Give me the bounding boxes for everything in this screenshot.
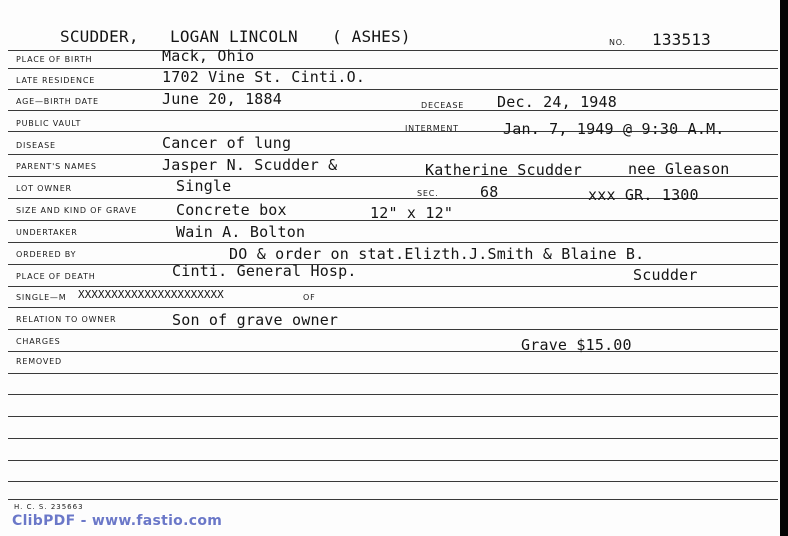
watermark-text: ClibPDF - www.fastio.com bbox=[12, 513, 223, 529]
value-decease-date: Dec. 24, 1948 bbox=[497, 93, 617, 111]
value-charges: Grave $15.00 bbox=[521, 336, 632, 354]
label-undertaker: UNDERTAKER bbox=[16, 228, 78, 237]
value-place-of-death: Cinti. General Hosp. bbox=[172, 262, 357, 280]
rule-row-1 bbox=[8, 50, 778, 51]
value-parent-father: Jasper N. Scudder & bbox=[162, 156, 338, 174]
label-place-of-birth: PLACE OF BIRTH bbox=[16, 55, 93, 64]
rule-row-2 bbox=[8, 68, 778, 69]
rule-row-13 bbox=[8, 307, 778, 308]
label-size-kind-grave: SIZE AND KIND OF GRAVE bbox=[16, 206, 137, 215]
value-disease: Cancer of lung bbox=[162, 134, 292, 152]
rule-row-10 bbox=[8, 242, 778, 243]
rule-row-11 bbox=[8, 264, 778, 265]
rule-row-4 bbox=[8, 110, 778, 111]
label-single-suffix: OF bbox=[303, 293, 316, 302]
value-lot-owner: Single bbox=[176, 177, 232, 195]
label-relation-to-owner: RELATION TO OWNER bbox=[16, 315, 117, 324]
rule-row-6 bbox=[8, 154, 778, 155]
value-late-residence: 1702 Vine St. Cinti.O. bbox=[162, 68, 366, 86]
rule-row-12 bbox=[8, 286, 778, 287]
label-public-vault: PUBLIC VAULT bbox=[16, 119, 82, 128]
given-names: LOGAN LINCOLN bbox=[170, 27, 298, 46]
label-place-of-death: PLACE OF DEATH bbox=[16, 272, 96, 281]
scan-edge bbox=[780, 0, 788, 536]
label-age-birth-date: AGE—BIRTH DATE bbox=[16, 97, 99, 106]
value-undertaker: Wain A. Bolton bbox=[176, 223, 306, 241]
label-parents-names: PARENT'S NAMES bbox=[16, 162, 97, 171]
surname: SCUDDER, bbox=[60, 27, 139, 46]
value-place-of-birth: Mack, Ohio bbox=[162, 47, 255, 65]
value-grave-size: 12" x 12" bbox=[370, 204, 454, 222]
rule-row-14 bbox=[8, 329, 778, 330]
rule-row-20 bbox=[8, 460, 778, 461]
value-parent-mother: Katherine Scudder bbox=[425, 161, 582, 179]
label-charges: CHARGES bbox=[16, 337, 61, 346]
label-decease: DECEASE bbox=[421, 101, 465, 110]
label-ordered-by: ORDERED BY bbox=[16, 250, 77, 259]
value-parent-mother-nee: nee Gleason bbox=[628, 160, 730, 178]
label-interment: INTERMENT bbox=[405, 124, 459, 133]
value-grave-number: xxx GR. 1300 bbox=[588, 186, 699, 204]
rule-row-19 bbox=[8, 438, 778, 439]
label-sec: SEC. bbox=[417, 189, 439, 198]
label-single-prefix: SINGLE—M bbox=[16, 293, 67, 302]
label-lot-owner: LOT OWNER bbox=[16, 184, 72, 193]
value-ordered-by-line1: DO & order on stat.Elizth.J.Smith & Blaine B. bbox=[229, 245, 645, 263]
value-birth-date: June 20, 1884 bbox=[162, 90, 282, 108]
value-relation-to-owner: Son of grave owner bbox=[172, 311, 339, 329]
label-disease: DISEASE bbox=[16, 141, 56, 150]
name-note: ( ASHES) bbox=[332, 27, 411, 46]
rule-row-16 bbox=[8, 373, 778, 374]
value-interment: Jan. 7, 1949 @ 9:30 A.M. bbox=[503, 120, 725, 138]
record-number: 133513 bbox=[652, 30, 711, 49]
value-single-struck-out: XXXXXXXXXXXXXXXXXXXXXX bbox=[78, 288, 224, 301]
rule-row-17 bbox=[8, 394, 778, 395]
rule-row-15 bbox=[8, 351, 778, 352]
label-removed: REMOVED bbox=[16, 357, 62, 366]
value-ordered-by-line2: Scudder bbox=[633, 266, 698, 284]
value-grave-kind: Concrete box bbox=[176, 201, 287, 219]
label-late-residence: LATE RESIDENCE bbox=[16, 76, 96, 85]
form-code: H. C. S. 235663 bbox=[14, 503, 84, 511]
rule-row-21 bbox=[8, 481, 778, 482]
record-number-label: NO. bbox=[609, 38, 626, 47]
rule-row-3 bbox=[8, 89, 778, 90]
rule-row-18 bbox=[8, 416, 778, 417]
rule-row-22 bbox=[8, 499, 778, 500]
value-sec: 68 bbox=[480, 183, 499, 201]
